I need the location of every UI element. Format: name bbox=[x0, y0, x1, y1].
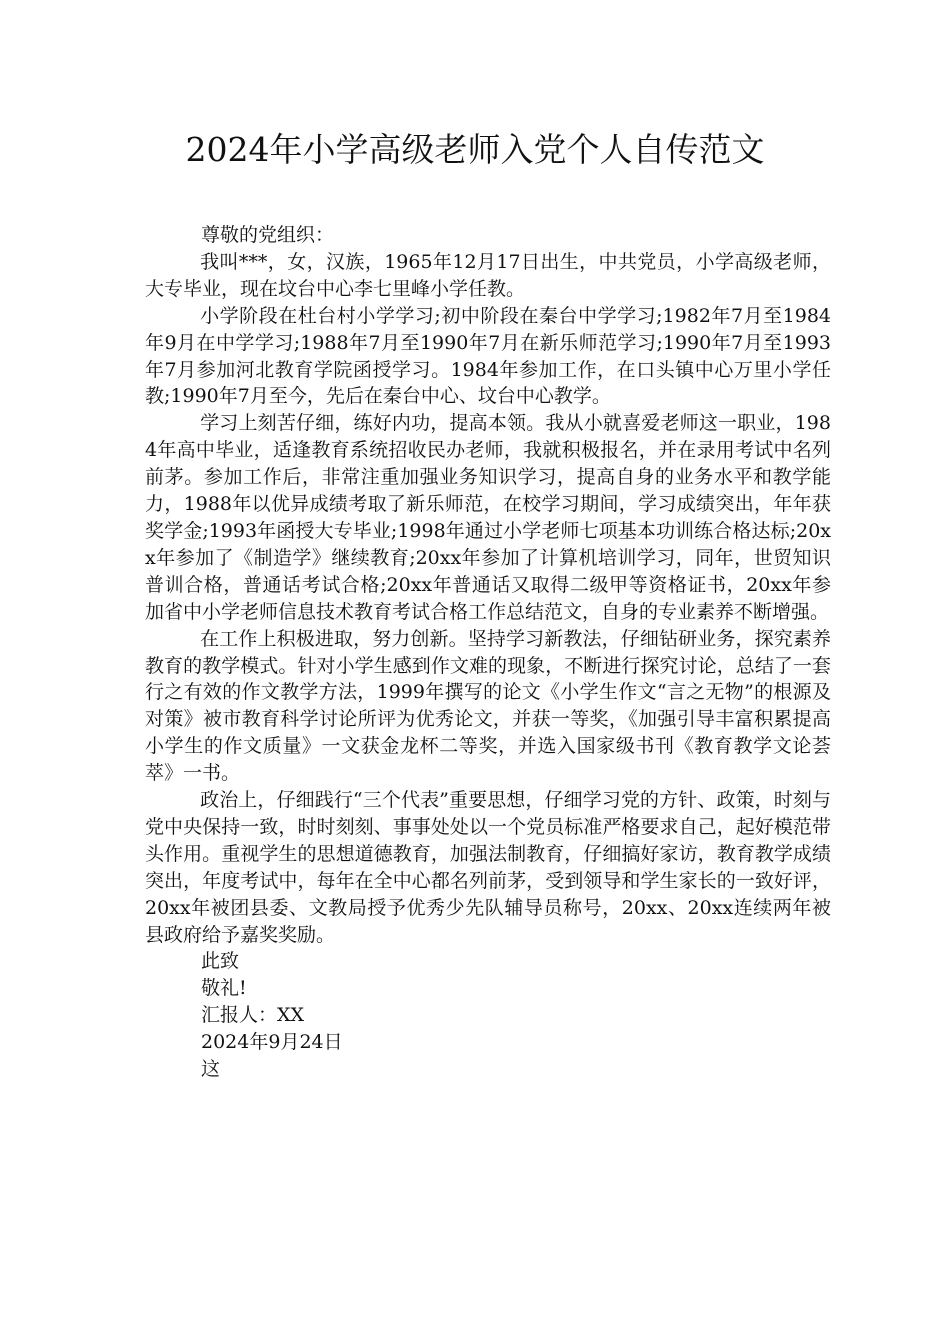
salutation: 尊敬的党组织： bbox=[201, 224, 335, 246]
document-body bbox=[145, 222, 831, 1083]
trailing-text: 这 bbox=[201, 1058, 221, 1081]
paragraph-work: 在工作上积极进取，努力创新。坚持学习新教法，仔细钻研业务，探究素养教育的教学模式。针对小学生感到作文难的现象，不断进行探究讨论，总结了一套行之有效的作文教学方法，1999年撰写的论文《小学生作文“言之无物”的根源及对策》被市教育科学讨论所评为优秀论文，并获一等奖，《加强引导丰富积累提高小学生的作文质量》一文获金龙杯二等奖，并选入国家级书刊《教育教学文论荟萃》一书。 bbox=[145, 627, 831, 785]
paragraph-study: 学习上刻苦仔细，练好内功，提高本领。我从小就喜爱老师这一职业，1984年高中毕业，适逢教育系统招收民办老师，我就积极报名，并在录用考试中名列前茅。参加工作后，非常注重加强业务知识学习，提高自身的业务水平和教学能力，1988年以优异成绩考取了新乐师范，在校学习期间，学习成绩突出，年年获奖学金;1993年函授大专毕业;1998年通过小学老师七项基本功训练合格达标;20xx年参加了《制造学》继续教育;20xx年参加了计算机培训学习，同年，世贸知识普训合格，普通话考试合格;20xx年普通话又取得二级甲等资格证书，20xx年参加省中小学老师信息技术教育考试合格工作总结范文，自身的专业素养不断增强。 bbox=[145, 412, 831, 623]
regards: 敬礼! bbox=[201, 977, 247, 1000]
paragraph-education: 小学阶段在杜台村小学学习;初中阶段在秦台中学学习;1982年7月至1984年9月在中学学习;1988年7月至1990年7月在新乐师范学习;1990年7月至1993年7月参加河北教育学院函授学习。1984年参加工作，在口头镇中心万里小学任教;1990年7月至今，先后在秦台中心、坟台中心教学。 bbox=[145, 304, 831, 408]
date: 2024年9月24日 bbox=[201, 1031, 343, 1054]
closing: 此致 bbox=[201, 950, 240, 973]
paragraph-intro: 我叫***，女，汉族，1965年12月17日出生，中共党员，小学高级老师，大专毕业，现在坟台中心李七里峰小学任教。 bbox=[145, 250, 831, 300]
reporter: 汇报人：XX bbox=[201, 1004, 305, 1027]
paragraph-politics: 政治上，仔细践行“三个代表”重要思想，仔细学习党的方针、政策，时刻与党中央保持一致，时时刻刻、事事处处以一个党员标准严格要求自己，起好模范带头作用。重视学生的思想道德教育，加强法制教育，仔细搞好家访，教育教学成绩突出，年度考试中，每年在全中心都名列前茅，受到领导和学生家长的一致好评，20xx年被团县委、文教局授予优秀少先队辅导员称号，20xx、20xx连续两年被县政府给予嘉奖奖励。 bbox=[145, 789, 831, 946]
document-title: 2024年小学高级老师入党个人自传范文 bbox=[185, 130, 765, 169]
